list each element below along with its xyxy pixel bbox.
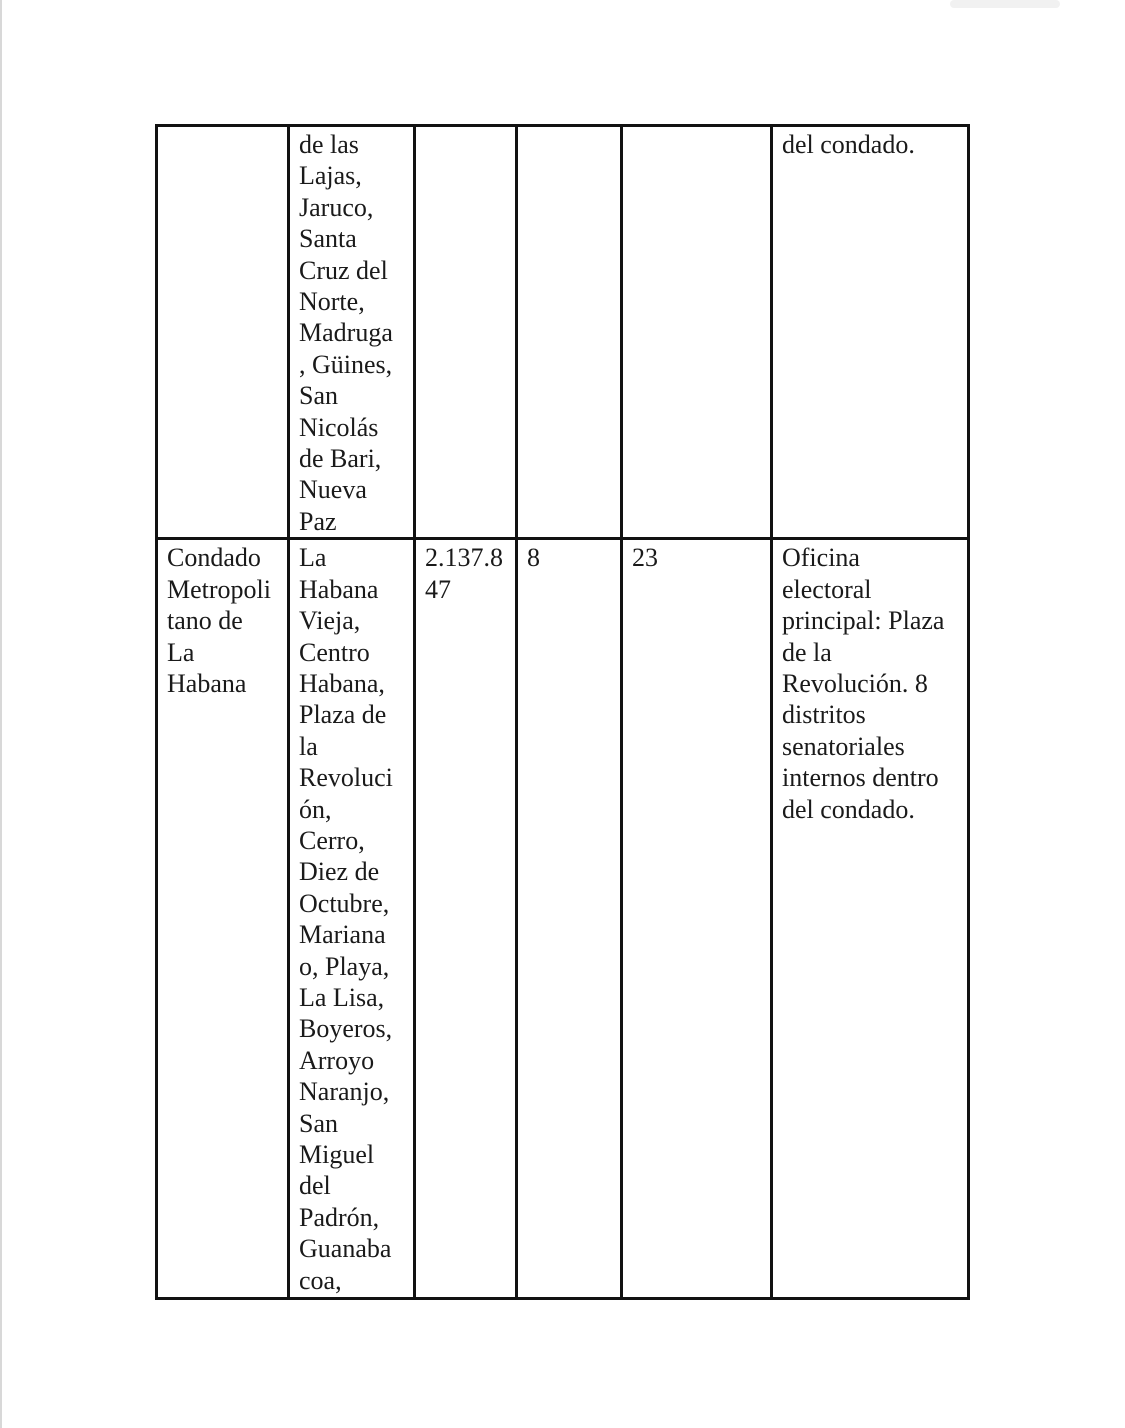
scan-smudge (950, 0, 1060, 8)
population-cell: 2.137.8 47 (415, 539, 517, 1299)
senators-cell (517, 126, 622, 539)
county-cell: Condado Metropoli tano de La Habana (157, 539, 289, 1299)
population-cell (415, 126, 517, 539)
table-row (157, 539, 969, 1299)
county-table (155, 124, 970, 1300)
notes-cell: Oficina electoral principal: Plaza de la Revolución. 8 distritos senatoriales internos dentro del condado. (772, 539, 969, 1299)
notes-cell: del condado. (772, 126, 969, 539)
deputies-cell: 23 (622, 539, 772, 1299)
county-cell (157, 126, 289, 539)
table-row (157, 126, 969, 539)
page-edge (0, 0, 2, 1428)
deputies-cell (622, 126, 772, 539)
senators-cell: 8 (517, 539, 622, 1299)
municipalities-cell: de las Lajas, Jaruco, Santa Cruz del Norte, Madruga , Güines, San Nicolás de Bari, Nueva Paz (289, 126, 415, 539)
municipalities-cell: La Habana Vieja, Centro Habana, Plaza de la Revoluci ón, Cerro, Diez de Octubre, Mariana o, Playa, La Lisa, Boyeros, Arroyo Naranjo, San Miguel del Padrón, Guanaba coa, (289, 539, 415, 1299)
